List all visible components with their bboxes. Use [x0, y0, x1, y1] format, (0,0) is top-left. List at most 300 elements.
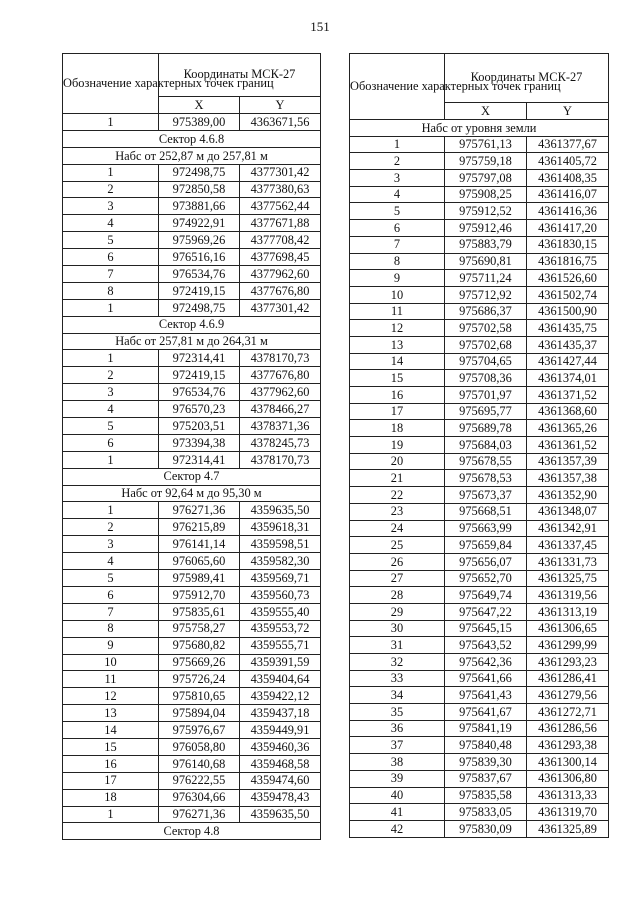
point-number: 1 [63, 806, 159, 823]
point-number: 1 [63, 451, 159, 468]
y-coordinate: 4361830,15 [527, 236, 609, 253]
table-row [63, 738, 321, 755]
x-coordinate: 975894,04 [159, 705, 240, 722]
point-number: 15 [63, 738, 159, 755]
point-number: 9 [350, 270, 445, 287]
coordinates-table-right [349, 53, 609, 838]
coordinates-header: Координаты МСК-27 [445, 54, 609, 103]
x-coordinate: 975668,51 [445, 503, 527, 520]
x-coordinate: 975659,84 [445, 537, 527, 554]
section-row [350, 120, 609, 137]
y-coordinate: 4359553,72 [240, 620, 321, 637]
x-coordinate: 975702,68 [445, 336, 527, 353]
y-coordinate: 4361319,56 [527, 587, 609, 604]
y-coordinate: 4378170,73 [240, 451, 321, 468]
point-number: 1 [63, 164, 159, 181]
table-row [350, 403, 609, 420]
point-number: 8 [63, 282, 159, 299]
table-row [350, 336, 609, 353]
table-row [63, 164, 321, 181]
y-coordinate: 4359635,50 [240, 806, 321, 823]
table-row [350, 637, 609, 654]
y-coordinate: 4361279,56 [527, 687, 609, 704]
table-row [63, 637, 321, 654]
x-coordinate: 975837,67 [445, 770, 527, 787]
table-row [63, 299, 321, 316]
table-row [350, 253, 609, 270]
x-coordinate: 974922,91 [159, 215, 240, 232]
point-number: 26 [350, 553, 445, 570]
y-coordinate: 4361427,44 [527, 353, 609, 370]
point-number: 33 [350, 670, 445, 687]
x-coordinate: 976304,66 [159, 789, 240, 806]
table-row [350, 603, 609, 620]
x-coordinate: 975883,79 [445, 236, 527, 253]
point-number: 1 [350, 136, 445, 153]
x-coordinate: 972314,41 [159, 451, 240, 468]
point-number: 12 [350, 320, 445, 337]
point-number: 16 [350, 387, 445, 404]
y-coordinate: 4363671,56 [240, 114, 321, 131]
x-coordinate: 975663,99 [445, 520, 527, 537]
table-row [350, 553, 609, 570]
point-number: 2 [350, 153, 445, 170]
y-coordinate: 4361306,80 [527, 770, 609, 787]
section-label: Сектор 4.6.9 [63, 316, 321, 333]
point-number: 14 [63, 722, 159, 739]
point-number: 2 [63, 519, 159, 536]
table-row [350, 286, 609, 303]
point-number: 22 [350, 487, 445, 504]
point-number: 8 [63, 620, 159, 637]
point-number: 41 [350, 804, 445, 821]
y-coordinate: 4361816,75 [527, 253, 609, 270]
point-number: 12 [63, 688, 159, 705]
x-coordinate: 975642,36 [445, 654, 527, 671]
x-coordinate: 975203,51 [159, 418, 240, 435]
x-coordinate: 975839,30 [445, 754, 527, 771]
x-coordinate: 972498,75 [159, 299, 240, 316]
point-number: 32 [350, 654, 445, 671]
y-coordinate: 4361272,71 [527, 704, 609, 721]
x-coordinate: 976516,16 [159, 249, 240, 266]
table-row [350, 170, 609, 187]
point-number: 18 [350, 420, 445, 437]
y-coordinate: 4378466,27 [240, 401, 321, 418]
coordinates-table-left [62, 53, 321, 840]
y-coordinate: 4359555,71 [240, 637, 321, 654]
x-coordinate: 975841,19 [445, 720, 527, 737]
x-coordinate: 975758,27 [159, 620, 240, 637]
x-coordinate: 972314,41 [159, 350, 240, 367]
table-row [350, 687, 609, 704]
section-label: Набс от 92,64 м до 95,30 м [63, 485, 321, 502]
table-row [63, 418, 321, 435]
x-coordinate: 975645,15 [445, 620, 527, 637]
x-coordinate: 972498,75 [159, 164, 240, 181]
table-row [350, 270, 609, 287]
section-row [63, 130, 321, 147]
y-coordinate: 4361371,52 [527, 387, 609, 404]
x-coordinate: 972419,15 [159, 367, 240, 384]
table-row [63, 384, 321, 401]
point-number: 4 [63, 553, 159, 570]
x-coordinate: 975989,41 [159, 570, 240, 587]
x-coordinate: 975908,25 [445, 186, 527, 203]
y-coordinate: 4377708,42 [240, 232, 321, 249]
point-number: 20 [350, 453, 445, 470]
y-coordinate: 4359422,12 [240, 688, 321, 705]
y-coordinate: 4359437,18 [240, 705, 321, 722]
x-coordinate: 976141,14 [159, 536, 240, 553]
y-coordinate: 4361526,60 [527, 270, 609, 287]
point-number: 16 [63, 755, 159, 772]
x-coordinate: 976534,76 [159, 266, 240, 283]
x-coordinate: 975669,26 [159, 654, 240, 671]
x-coordinate: 975761,13 [445, 136, 527, 153]
y-coordinate: 4361408,35 [527, 170, 609, 187]
x-coordinate: 975835,58 [445, 787, 527, 804]
table-row [63, 536, 321, 553]
x-coordinate: 975643,52 [445, 637, 527, 654]
y-coordinate: 4361286,56 [527, 720, 609, 737]
table-row [63, 553, 321, 570]
point-number: 39 [350, 770, 445, 787]
page-number: 151 [310, 19, 330, 34]
table-row [350, 453, 609, 470]
designation-header: Обозначение характерных точек границ [350, 54, 445, 120]
point-number: 3 [63, 536, 159, 553]
point-number: 11 [63, 671, 159, 688]
table-row [350, 470, 609, 487]
x-coordinate: 975797,08 [445, 170, 527, 187]
x-coordinate: 975641,67 [445, 704, 527, 721]
x-coordinate: 976058,80 [159, 738, 240, 755]
y-coordinate: 4359478,43 [240, 789, 321, 806]
y-coordinate: 4361299,99 [527, 637, 609, 654]
table-row [63, 502, 321, 519]
x-coordinate: 975686,37 [445, 303, 527, 320]
y-coordinate: 4359635,50 [240, 502, 321, 519]
y-coordinate: 4361417,20 [527, 220, 609, 237]
y-coordinate: 4359560,73 [240, 586, 321, 603]
y-coordinate: 4361342,91 [527, 520, 609, 537]
y-coordinate: 4361313,19 [527, 603, 609, 620]
table-row [350, 654, 609, 671]
y-coordinate: 4361357,39 [527, 453, 609, 470]
x-coordinate: 975684,03 [445, 437, 527, 454]
point-number: 7 [63, 266, 159, 283]
section-label: Сектор 4.8 [63, 823, 321, 840]
point-number: 4 [63, 401, 159, 418]
section-row [63, 316, 321, 333]
table-row [350, 670, 609, 687]
table-row [350, 704, 609, 721]
table-row [63, 232, 321, 249]
x-coordinate: 976271,36 [159, 502, 240, 519]
point-number: 1 [63, 350, 159, 367]
y-coordinate: 4361377,67 [527, 136, 609, 153]
x-coordinate: 975840,48 [445, 737, 527, 754]
section-label: Набс от уровня земли [350, 120, 609, 137]
y-coordinate: 4377301,42 [240, 164, 321, 181]
y-coordinate: 4359460,36 [240, 738, 321, 755]
x-coordinate: 975912,52 [445, 203, 527, 220]
point-number: 38 [350, 754, 445, 771]
point-number: 29 [350, 603, 445, 620]
y-coordinate: 4378371,36 [240, 418, 321, 435]
y-coordinate: 4359474,60 [240, 772, 321, 789]
x-coordinate: 975830,09 [445, 820, 527, 837]
point-number: 2 [63, 181, 159, 198]
table-row [350, 437, 609, 454]
x-coordinate: 975647,22 [445, 603, 527, 620]
x-coordinate: 975389,00 [159, 114, 240, 131]
section-label: Сектор 4.6.8 [63, 130, 321, 147]
point-number: 9 [63, 637, 159, 654]
point-number: 23 [350, 503, 445, 520]
table-row [350, 303, 609, 320]
x-coordinate: 975690,81 [445, 253, 527, 270]
point-number: 34 [350, 687, 445, 704]
y-coordinate: 4361502,74 [527, 286, 609, 303]
table-row [350, 236, 609, 253]
point-number: 3 [350, 170, 445, 187]
point-number: 4 [63, 215, 159, 232]
x-coordinate: 975712,92 [445, 286, 527, 303]
y-coordinate: 4377671,88 [240, 215, 321, 232]
x-coordinate: 976140,68 [159, 755, 240, 772]
y-coordinate: 4361300,14 [527, 754, 609, 771]
x-coordinate: 975678,55 [445, 453, 527, 470]
point-number: 3 [63, 384, 159, 401]
x-coordinate: 973394,38 [159, 434, 240, 451]
table-row [63, 434, 321, 451]
point-number: 37 [350, 737, 445, 754]
table-row [350, 203, 609, 220]
y-coordinate: 4361286,41 [527, 670, 609, 687]
table-row [350, 420, 609, 437]
x-coordinate: 976222,55 [159, 772, 240, 789]
table-row [63, 586, 321, 603]
x-coordinate: 976534,76 [159, 384, 240, 401]
coordinates-header: Координаты МСК-27 [159, 54, 321, 97]
y-column-header: Y [527, 103, 609, 120]
table-row [350, 570, 609, 587]
y-column-header: Y [240, 97, 321, 114]
point-number: 1 [63, 299, 159, 316]
x-coordinate: 975726,24 [159, 671, 240, 688]
point-number: 24 [350, 520, 445, 537]
x-coordinate: 976271,36 [159, 806, 240, 823]
y-coordinate: 4377380,63 [240, 181, 321, 198]
x-column-header: X [159, 97, 240, 114]
y-coordinate: 4361500,90 [527, 303, 609, 320]
y-coordinate: 4361293,38 [527, 737, 609, 754]
x-coordinate: 975680,82 [159, 637, 240, 654]
y-coordinate: 4361337,45 [527, 537, 609, 554]
table-row [63, 772, 321, 789]
x-coordinate: 975833,05 [445, 804, 527, 821]
table-row [63, 570, 321, 587]
point-number: 5 [63, 418, 159, 435]
y-coordinate: 4377962,60 [240, 384, 321, 401]
point-number: 10 [63, 654, 159, 671]
x-coordinate: 973881,66 [159, 198, 240, 215]
x-coordinate: 975673,37 [445, 487, 527, 504]
table-row [63, 519, 321, 536]
x-coordinate: 972850,58 [159, 181, 240, 198]
point-number: 6 [63, 249, 159, 266]
point-number: 6 [63, 434, 159, 451]
point-number: 6 [350, 220, 445, 237]
table-row [63, 451, 321, 468]
table-row [350, 503, 609, 520]
x-coordinate: 975649,74 [445, 587, 527, 604]
y-coordinate: 4361416,07 [527, 186, 609, 203]
point-number: 6 [63, 586, 159, 603]
point-number: 14 [350, 353, 445, 370]
x-coordinate: 975652,70 [445, 570, 527, 587]
point-number: 2 [63, 367, 159, 384]
table-row [63, 367, 321, 384]
table-row [63, 755, 321, 772]
section-label: Набс от 252,87 м до 257,81 м [63, 147, 321, 164]
point-number: 5 [63, 232, 159, 249]
point-number: 40 [350, 787, 445, 804]
y-coordinate: 4377698,45 [240, 249, 321, 266]
x-column-header: X [445, 103, 527, 120]
table-row [350, 754, 609, 771]
x-coordinate: 975810,65 [159, 688, 240, 705]
x-coordinate: 976570,23 [159, 401, 240, 418]
table-row [63, 114, 321, 131]
y-coordinate: 4361319,70 [527, 804, 609, 821]
designation-header: Обозначение характерных точек границ [63, 54, 159, 114]
y-coordinate: 4361416,36 [527, 203, 609, 220]
point-number: 18 [63, 789, 159, 806]
x-coordinate: 975835,61 [159, 603, 240, 620]
x-coordinate: 975689,78 [445, 420, 527, 437]
x-coordinate: 975912,70 [159, 586, 240, 603]
section-row [63, 147, 321, 164]
point-number: 19 [350, 437, 445, 454]
table-row [350, 487, 609, 504]
y-coordinate: 4359391,59 [240, 654, 321, 671]
x-coordinate: 975695,77 [445, 403, 527, 420]
y-coordinate: 4361368,60 [527, 403, 609, 420]
table-row [63, 198, 321, 215]
y-coordinate: 4361293,23 [527, 654, 609, 671]
point-number: 21 [350, 470, 445, 487]
point-number: 11 [350, 303, 445, 320]
x-coordinate: 975678,53 [445, 470, 527, 487]
section-row [63, 333, 321, 350]
table-row [63, 266, 321, 283]
x-coordinate: 976215,89 [159, 519, 240, 536]
y-coordinate: 4378170,73 [240, 350, 321, 367]
table-row [63, 603, 321, 620]
y-coordinate: 4361405,72 [527, 153, 609, 170]
table-row [350, 620, 609, 637]
point-number: 1 [63, 502, 159, 519]
table-row [350, 720, 609, 737]
x-coordinate: 975759,18 [445, 153, 527, 170]
table-row [63, 806, 321, 823]
x-coordinate: 976065,60 [159, 553, 240, 570]
point-number: 17 [350, 403, 445, 420]
y-coordinate: 4361357,38 [527, 470, 609, 487]
y-coordinate: 4359404,64 [240, 671, 321, 688]
point-number: 15 [350, 370, 445, 387]
point-number: 42 [350, 820, 445, 837]
point-number: 35 [350, 704, 445, 721]
table-row [63, 722, 321, 739]
table-row [63, 401, 321, 418]
table-row [350, 387, 609, 404]
x-coordinate: 975641,66 [445, 670, 527, 687]
y-coordinate: 4378245,73 [240, 434, 321, 451]
point-number: 8 [350, 253, 445, 270]
y-coordinate: 4361365,26 [527, 420, 609, 437]
y-coordinate: 4361374,01 [527, 370, 609, 387]
point-number: 4 [350, 186, 445, 203]
table-row [350, 587, 609, 604]
table-row [63, 705, 321, 722]
table-row [350, 820, 609, 837]
x-coordinate: 975701,97 [445, 387, 527, 404]
y-coordinate: 4377676,80 [240, 282, 321, 299]
point-number: 27 [350, 570, 445, 587]
x-coordinate: 975704,65 [445, 353, 527, 370]
section-row [63, 468, 321, 485]
table-row [63, 215, 321, 232]
table-row [350, 153, 609, 170]
table-row [63, 688, 321, 705]
point-number: 7 [350, 236, 445, 253]
y-coordinate: 4377676,80 [240, 367, 321, 384]
x-coordinate: 975711,24 [445, 270, 527, 287]
table-row [350, 520, 609, 537]
table-row [63, 620, 321, 637]
point-number: 5 [63, 570, 159, 587]
x-coordinate: 975656,07 [445, 553, 527, 570]
y-coordinate: 4361348,07 [527, 503, 609, 520]
table-row [350, 220, 609, 237]
section-label: Набс от 257,81 м до 264,31 м [63, 333, 321, 350]
x-coordinate: 975641,43 [445, 687, 527, 704]
y-coordinate: 4359555,40 [240, 603, 321, 620]
point-number: 31 [350, 637, 445, 654]
section-label: Сектор 4.7 [63, 468, 321, 485]
point-number: 5 [350, 203, 445, 220]
y-coordinate: 4359598,51 [240, 536, 321, 553]
point-number: 13 [63, 705, 159, 722]
y-coordinate: 4361435,75 [527, 320, 609, 337]
x-coordinate: 975708,36 [445, 370, 527, 387]
y-coordinate: 4361306,65 [527, 620, 609, 637]
table-row [350, 370, 609, 387]
section-row [63, 485, 321, 502]
y-coordinate: 4377301,42 [240, 299, 321, 316]
section-row [63, 823, 321, 840]
y-coordinate: 4377962,60 [240, 266, 321, 283]
point-number: 25 [350, 537, 445, 554]
table-row [63, 671, 321, 688]
y-coordinate: 4361352,90 [527, 487, 609, 504]
table-row [350, 770, 609, 787]
y-coordinate: 4359449,91 [240, 722, 321, 739]
